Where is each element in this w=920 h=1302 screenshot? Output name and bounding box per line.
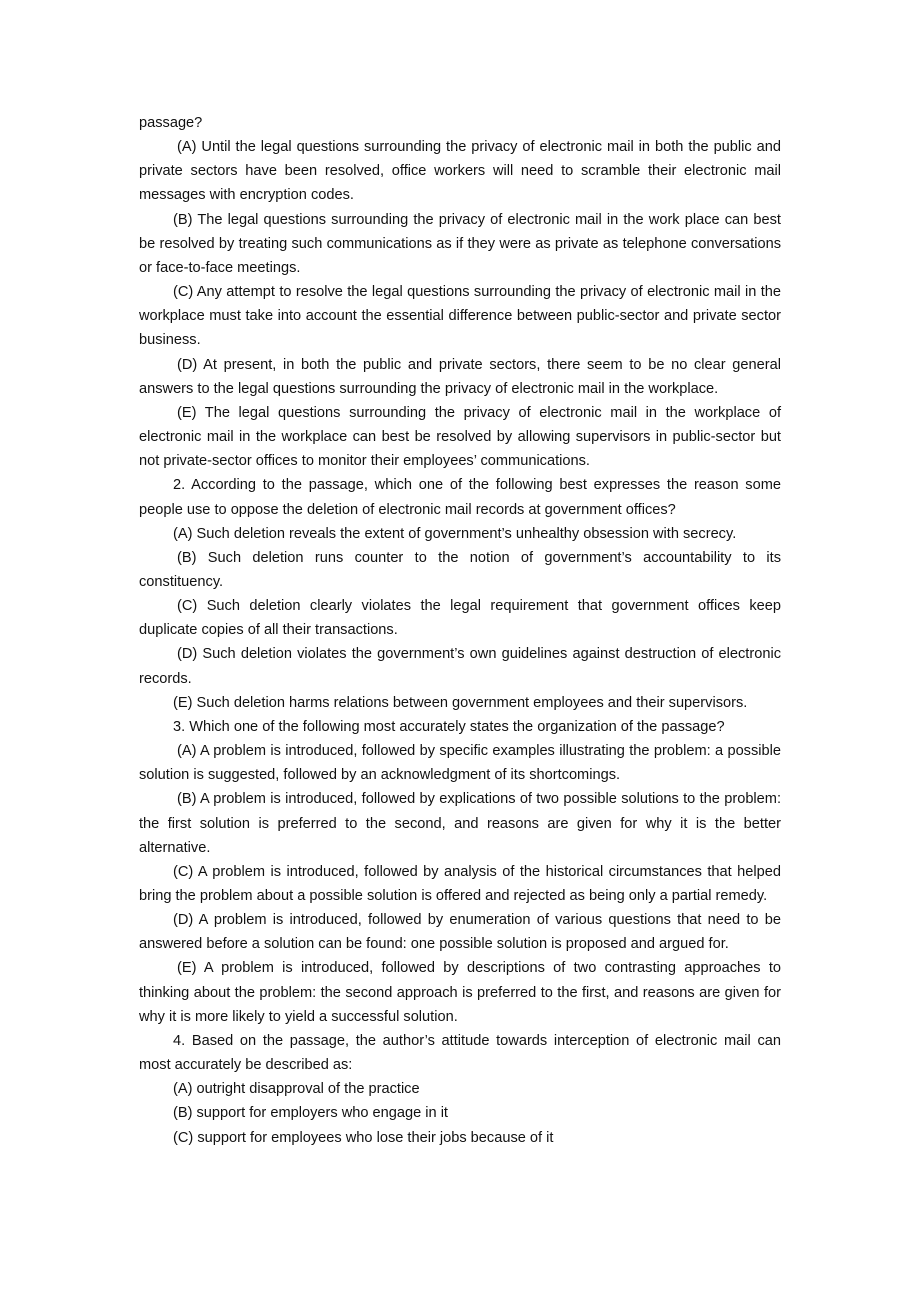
q1-option-b: (B) The legal questions surrounding the privacy of electronic mail in the work place can best be resolved by treating such communications as if they were as private as telephone conversations or face-to-face meetings. bbox=[139, 211, 781, 276]
question-2: 2. According to the passage, which one of the following best expresses the reason some people use to oppose the deletion of electronic mail records at government offices? bbox=[139, 477, 781, 518]
q2-option-b: (B) Such deletion runs counter to the notion of government’s accountability to its constituency. bbox=[139, 549, 781, 590]
q4-option-c: (C) support for employees who lose their jobs because of it bbox=[173, 1129, 554, 1146]
q3-option-e: (E) A problem is introduced, followed by descriptions of two contrasting approaches to thinking about the problem: the second approach is preferred to the first, and reasons are given for why it is more likely to yield a successful solution. bbox=[139, 960, 781, 1025]
q4-option-b: (B) support for employers who engage in it bbox=[173, 1105, 448, 1122]
q3-option-d: (D) A problem is introduced, followed by enumeration of various questions that need to be answered before a solution can be found: one possible solution is proposed and argued for. bbox=[139, 912, 781, 953]
question-3: 3. Which one of the following most accurately states the organization of the passage? bbox=[173, 718, 725, 735]
q3-option-a: (A) A problem is introduced, followed by specific examples illustrating the problem: a possible solution is suggested, followed by an acknowledgment of its shortcomings. bbox=[139, 743, 781, 784]
document-page bbox=[139, 111, 781, 1150]
q1-option-a: (A) Until the legal questions surrounding the privacy of electronic mail in both the public and private sectors have been resolved, office workers will need to scramble their electronic mail messages with encryption codes. bbox=[139, 139, 781, 204]
q2-option-c: (C) Such deletion clearly violates the legal requirement that government offices keep duplicate copies of all their transactions. bbox=[139, 598, 781, 639]
question-4: 4. Based on the passage, the author’s attitude towards interception of electronic mail can most accurately be described as: bbox=[139, 1032, 781, 1074]
q1-option-c: (C) Any attempt to resolve the legal questions surrounding the privacy of electronic mail in the workplace must take into account the essential difference between public-sector and private sector business. bbox=[139, 284, 781, 349]
q3-option-c: (C) A problem is introduced, followed by analysis of the historical circumstances that helped bring the problem about a possible solution is offered and rejected as being only a partial remedy. bbox=[139, 863, 781, 904]
q4-option-a: (A) outright disapproval of the practice bbox=[173, 1081, 420, 1098]
q2-option-e: (E) Such deletion harms relations between government employees and their supervisors. bbox=[173, 694, 748, 711]
q1-option-e: (E) The legal questions surrounding the privacy of electronic mail in the workplace of electronic mail in the workplace can best be resolved by allowing supervisors in public-sector but not private-sector offices to monitor their employees’ communications. bbox=[139, 404, 781, 470]
q3-option-b: (B) A problem is introduced, followed by explications of two possible solutions to the problem: the first solution is preferred to the second, and reasons are given for why it is the better alternative. bbox=[139, 791, 781, 856]
text-line-passage-continued: passage? bbox=[139, 115, 203, 131]
q2-option-a: (A) Such deletion reveals the extent of government’s unhealthy obsession with secrecy. bbox=[173, 525, 737, 542]
q2-option-d: (D) Such deletion violates the government’s own guidelines against destruction of electronic records. bbox=[139, 646, 781, 687]
q1-option-d: (D) At present, in both the public and private sectors, there seem to be no clear general answers to the legal questions surrounding the privacy of electronic mail in the workplace. bbox=[139, 356, 781, 397]
